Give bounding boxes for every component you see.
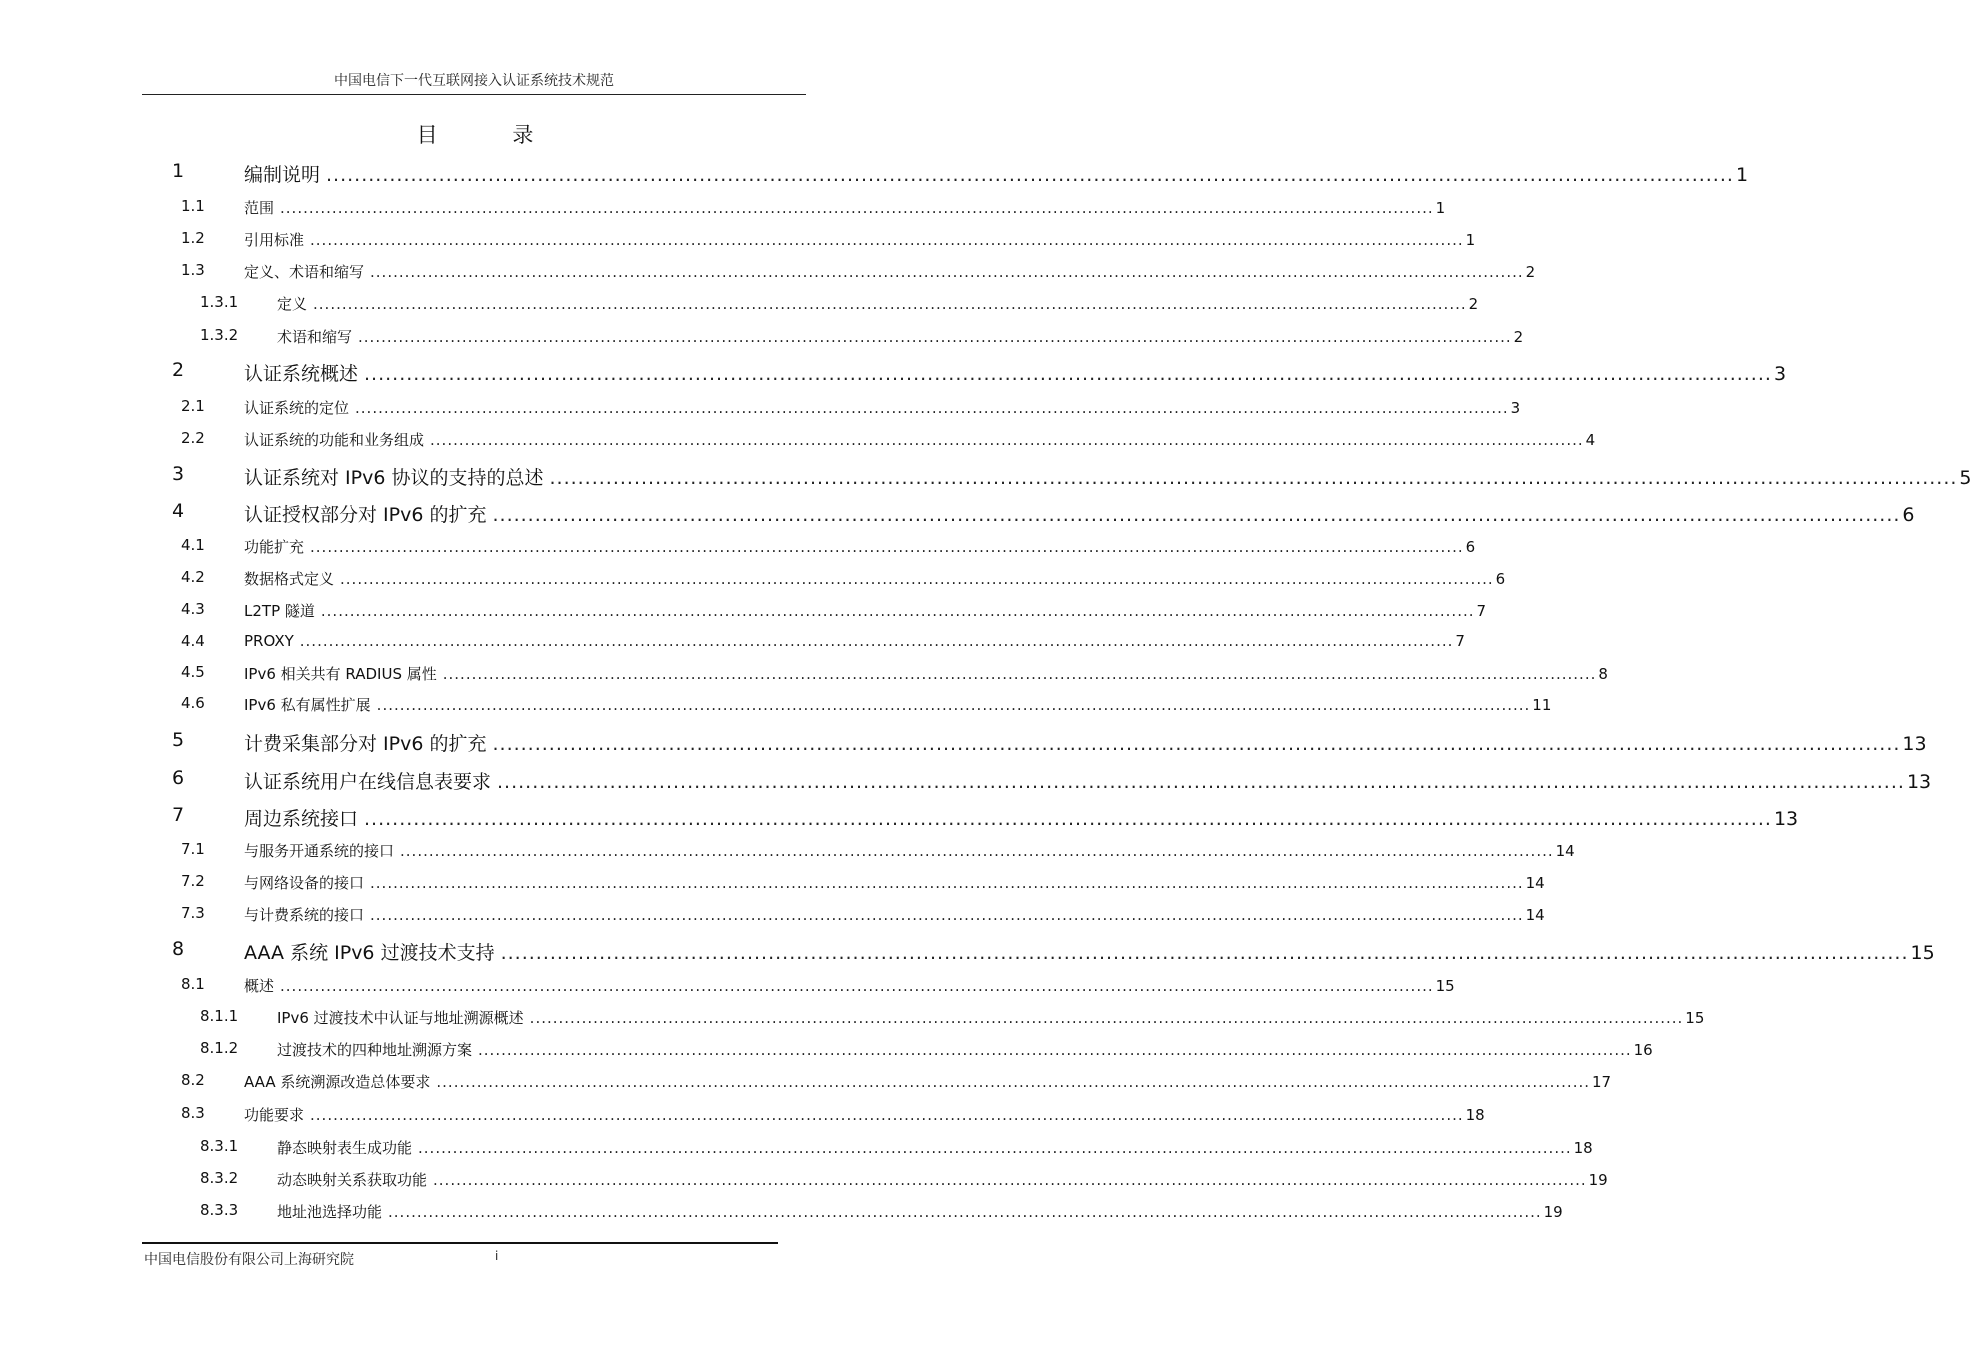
toc-entry-page: 13 — [1773, 808, 1799, 830]
toc-entry-page: 3 — [1510, 399, 1521, 417]
toc-entry[interactable] — [200, 1007, 1705, 1028]
toc-leader-dots: ........................................................................................................................................................................................................ — [370, 874, 1524, 892]
toc-entry[interactable] — [181, 568, 1506, 589]
toc-entry-page: 19 — [1543, 1203, 1563, 1221]
toc-leader-dots: ........................................................................................................................................................................................................ — [442, 665, 1597, 683]
toc-entry-number: 1.3.1 — [200, 293, 239, 311]
toc-leader-dots: ........................................................................................................................................................................................................ — [358, 328, 1512, 346]
toc-entry[interactable] — [181, 663, 1608, 684]
toc-entry-number: 8.1.2 — [200, 1039, 239, 1057]
toc-leader-dots: ........................................................................................................................................................................................................ — [370, 263, 1524, 281]
toc-entry-title: IPv6 私有属性扩展 — [244, 696, 371, 714]
toc-entry-title: 地址池选择功能 — [277, 1203, 383, 1221]
toc-entry-number: 8.3.3 — [200, 1201, 239, 1219]
toc-entry-page: 6 — [1465, 538, 1476, 556]
toc-entry[interactable] — [181, 1071, 1612, 1092]
toc-entry[interactable] — [172, 500, 1915, 527]
toc-entry-number: 8.1.1 — [200, 1007, 239, 1025]
toc-entry-title: 范围 — [244, 199, 275, 217]
toc-entry-title: 功能要求 — [244, 1106, 305, 1124]
toc-entry-page: 11 — [1532, 696, 1552, 714]
toc-entry-page: 15 — [1435, 977, 1455, 995]
toc-entry-number: 1.2 — [181, 229, 205, 247]
toc-entry-title: 周边系统接口 — [244, 808, 359, 830]
toc-entry-number: 2.2 — [181, 429, 205, 447]
toc-entry-page: 14 — [1525, 874, 1545, 892]
footer-rule — [142, 1242, 778, 1244]
toc-leader-dots: ........................................................................................................................................................................................................ — [388, 1203, 1542, 1221]
toc-entry-number: 1.1 — [181, 197, 205, 215]
toc-entry-number: 4.2 — [181, 568, 205, 586]
toc-leader-dots: ........................................................................................................................................................................................................ — [492, 733, 1901, 755]
toc-entry-page: 3 — [1773, 363, 1787, 385]
toc-leader-dots: ........................................................................................................................................................................................................ — [326, 164, 1734, 186]
toc-entry[interactable] — [172, 463, 1972, 490]
toc-entry-number: 1 — [172, 160, 185, 182]
toc-leader-dots: ........................................................................................................................................................................................................ — [433, 1171, 1587, 1189]
toc-entry-page: 2 — [1513, 328, 1524, 346]
toc-entry[interactable] — [181, 632, 1465, 650]
toc-entry-page: 13 — [1902, 733, 1927, 755]
toc-entry-page: 15 — [1910, 942, 1935, 964]
toc-entry-title: 与网络设备的接口 — [244, 874, 365, 892]
toc-entry[interactable] — [172, 160, 1749, 187]
toc-leader-dots: ........................................................................................................................................................................................................ — [497, 771, 1905, 793]
toc-entry-number: 8.3.2 — [200, 1169, 239, 1187]
toc-leader-dots: ........................................................................................................................................................................................................ — [299, 632, 1454, 650]
toc-entry-page: 6 — [1495, 570, 1506, 588]
toc-entry-title: AAA 系统溯源改造总体要求 — [244, 1073, 431, 1091]
toc-leader-dots: ........................................................................................................................................................................................................ — [340, 570, 1494, 588]
toc-leader-dots: ........................................................................................................................................................................................................ — [400, 842, 1554, 860]
toc-entry-title: 认证系统用户在线信息表要求 — [244, 771, 492, 793]
toc-entry[interactable] — [172, 804, 1799, 831]
toc-entry-number: 7.3 — [181, 904, 205, 922]
toc-entry-number: 2 — [172, 359, 185, 381]
toc-entry-page: 14 — [1555, 842, 1575, 860]
toc-leader-dots: ........................................................................................................................................................................................................ — [364, 808, 1772, 830]
toc-entry-page: 19 — [1588, 1171, 1608, 1189]
toc-entry-title: 认证授权部分对 IPv6 的扩充 — [244, 504, 487, 526]
toc-entry[interactable] — [181, 872, 1545, 893]
toc-entry-title: 定义 — [277, 295, 308, 313]
toc-title: 目 录 — [416, 123, 568, 147]
toc-entry[interactable] — [200, 293, 1479, 314]
header-rule — [142, 94, 806, 95]
toc-leader-dots: ........................................................................................................................................................................................................ — [313, 295, 1467, 313]
toc-entry-title: 引用标准 — [244, 231, 305, 249]
toc-entry-title: 认证系统对 IPv6 协议的支持的总述 — [244, 467, 544, 489]
toc-leader-dots: ........................................................................................................................................................................................................ — [280, 977, 1434, 995]
footer-organization: 中国电信股份有限公司上海研究院 — [144, 1252, 354, 1268]
toc-entry-number: 4.4 — [181, 632, 205, 650]
toc-entry-number: 7.1 — [181, 840, 205, 858]
toc-entry-page: 2 — [1525, 263, 1536, 281]
toc-entry[interactable] — [172, 938, 1935, 965]
toc-entry-page: 5 — [1959, 467, 1972, 489]
toc-entry-number: 8.1 — [181, 975, 205, 993]
toc-entry-title: PROXY — [244, 632, 294, 650]
toc-entry-page: 18 — [1573, 1139, 1593, 1157]
toc-entry-title: L2TP 隧道 — [244, 602, 315, 620]
toc-entry-page: 8 — [1598, 665, 1608, 683]
toc-entry-page: 14 — [1525, 906, 1545, 924]
toc-leader-dots: ........................................................................................................................................................................................................ — [310, 231, 1464, 249]
toc-entry[interactable] — [181, 694, 1552, 715]
toc-entry-number: 4 — [172, 500, 185, 522]
toc-leader-dots: ........................................................................................................................................................................................................ — [430, 431, 1584, 449]
toc-entry-number: 1.3 — [181, 261, 205, 279]
toc-entry-page: 1 — [1735, 164, 1749, 186]
toc-entry-title: 与服务开通系统的接口 — [244, 842, 395, 860]
toc-entry-page: 7 — [1455, 632, 1465, 650]
toc-entry[interactable] — [181, 600, 1487, 621]
toc-entry-page: 6 — [1902, 504, 1915, 526]
toc-leader-dots: ........................................................................................................................................................................................................ — [310, 538, 1464, 556]
toc-entry-title: 术语和缩写 — [277, 328, 353, 346]
toc-entry-number: 5 — [172, 729, 185, 751]
toc-entry-page: 16 — [1633, 1041, 1653, 1059]
toc-entry[interactable] — [181, 840, 1575, 861]
toc-entry-number: 4.3 — [181, 600, 205, 618]
footer-page-number: i — [495, 1249, 499, 1263]
toc-entry-page: 17 — [1592, 1073, 1612, 1091]
header-title: 中国电信下一代互联网接入认证系统技术规范 — [334, 73, 614, 89]
toc-leader-dots: ........................................................................................................................................................................................................ — [492, 504, 1901, 526]
toc-entry-title: IPv6 相关共有 RADIUS 属性 — [244, 665, 437, 683]
toc-entry[interactable] — [200, 326, 1524, 347]
toc-entry-number: 4.5 — [181, 663, 205, 681]
toc-entry-number: 3 — [172, 463, 185, 485]
toc-entry[interactable] — [181, 1104, 1485, 1125]
toc-entry[interactable] — [172, 767, 1932, 794]
toc-entry-title: IPv6 过渡技术中认证与地址溯源概述 — [277, 1009, 524, 1027]
toc-leader-dots: ........................................................................................................................................................................................................ — [478, 1041, 1632, 1059]
toc-entry[interactable] — [181, 904, 1545, 925]
toc-entry-title: 编制说明 — [244, 164, 321, 186]
toc-entry[interactable] — [172, 359, 1787, 386]
toc-entry-page: 18 — [1465, 1106, 1485, 1124]
toc-entry-number: 8.2 — [181, 1071, 205, 1089]
toc-entry-page: 1 — [1435, 199, 1446, 217]
toc-leader-dots: ........................................................................................................................................................................................................ — [370, 906, 1524, 924]
toc-entry-title: 与计费系统的接口 — [244, 906, 365, 924]
toc-entry-page: 2 — [1468, 295, 1479, 313]
toc-leader-dots: ........................................................................................................................................................................................................ — [549, 467, 1958, 489]
toc-entry-number: 7.2 — [181, 872, 205, 890]
toc-entry-number: 4.1 — [181, 536, 205, 554]
toc-entry-page: 15 — [1685, 1009, 1705, 1027]
toc-entry[interactable] — [200, 1137, 1593, 1158]
toc-entry-number: 8.3 — [181, 1104, 205, 1122]
toc-leader-dots: ........................................................................................................................................................................................................ — [280, 199, 1434, 217]
toc-entry-title: 认证系统的功能和业务组成 — [244, 431, 425, 449]
toc-entry[interactable] — [181, 229, 1476, 250]
toc-entry-title: 定义、术语和缩写 — [244, 263, 365, 281]
toc-entry[interactable] — [181, 397, 1521, 418]
toc-entry[interactable] — [200, 1039, 1653, 1060]
toc-entry-title: 认证系统概述 — [244, 363, 359, 385]
toc-leader-dots: ........................................................................................................................................................................................................ — [320, 602, 1475, 620]
toc-entry[interactable] — [200, 1201, 1563, 1222]
toc-entry-title: 功能扩充 — [244, 538, 305, 556]
toc-leader-dots: ........................................................................................................................................................................................................ — [418, 1139, 1572, 1157]
toc-entry[interactable] — [181, 975, 1455, 996]
toc-entry-page: 1 — [1465, 231, 1476, 249]
toc-entry[interactable] — [181, 536, 1476, 557]
toc-entry[interactable] — [181, 429, 1596, 450]
toc-entry-title: 概述 — [244, 977, 275, 995]
toc-entry-title: 数据格式定义 — [244, 570, 335, 588]
toc-leader-dots: ........................................................................................................................................................................................................ — [310, 1106, 1464, 1124]
toc-entry-title: 静态映射表生成功能 — [277, 1139, 413, 1157]
toc-leader-dots: ........................................................................................................................................................................................................ — [376, 696, 1531, 714]
toc-entry-number: 8 — [172, 938, 185, 960]
toc-entry-number: 6 — [172, 767, 185, 789]
toc-entry-number: 7 — [172, 804, 185, 826]
toc-entry[interactable] — [181, 197, 1446, 218]
toc-entry-page: 13 — [1906, 771, 1932, 793]
toc-entry-page: 7 — [1476, 602, 1487, 620]
toc-entry-title: 动态映射关系获取功能 — [277, 1171, 428, 1189]
toc-entry-page: 4 — [1585, 431, 1596, 449]
toc-entry-number: 4.6 — [181, 694, 205, 712]
toc-entry-title: AAA 系统 IPv6 过渡技术支持 — [244, 942, 495, 964]
toc-entry[interactable] — [172, 729, 1927, 756]
toc-entry-title: 认证系统的定位 — [244, 399, 350, 417]
toc-leader-dots: ........................................................................................................................................................................................................ — [529, 1009, 1684, 1027]
toc-entry-number: 1.3.2 — [200, 326, 239, 344]
toc-entry-number: 8.3.1 — [200, 1137, 239, 1155]
toc-entry[interactable] — [181, 261, 1536, 282]
toc-entry-title: 过渡技术的四种地址溯源方案 — [277, 1041, 473, 1059]
toc-leader-dots: ........................................................................................................................................................................................................ — [364, 363, 1772, 385]
toc-entry-number: 2.1 — [181, 397, 205, 415]
toc-leader-dots: ........................................................................................................................................................................................................ — [500, 942, 1909, 964]
toc-leader-dots: ........................................................................................................................................................................................................ — [355, 399, 1509, 417]
toc-entry[interactable] — [200, 1169, 1608, 1190]
toc-leader-dots: ........................................................................................................................................................................................................ — [436, 1073, 1591, 1091]
toc-entry-title: 计费采集部分对 IPv6 的扩充 — [244, 733, 487, 755]
